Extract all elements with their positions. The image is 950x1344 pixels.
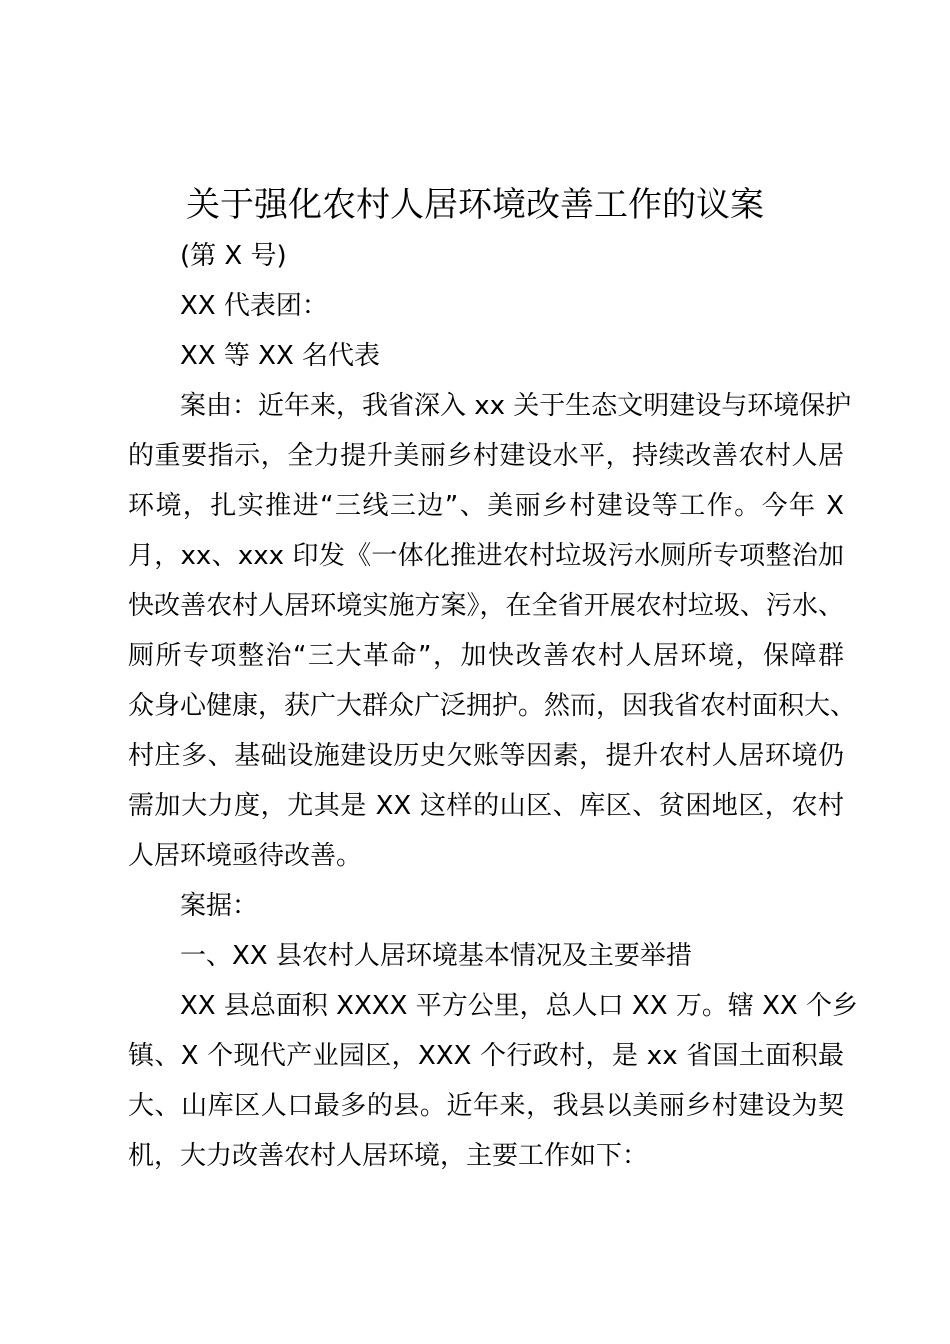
cause-line-9: 需加大力度，尤其是 XX 这样的山区、库区、贫困地区，农村: [128, 791, 844, 821]
cause-line-4: 月，xx、xxx 印发《一体化推进农村垃圾污水厕所专项整治加: [128, 541, 844, 571]
section-line-3: 大、山库区人口最多的县。近年来，我县以美丽乡村建设为契: [128, 1091, 844, 1121]
proposal-number: (第 X 号): [180, 241, 287, 271]
section-line-1: XX 县总面积 XXXX 平方公里，总人口 XX 万。辖 XX 个乡: [180, 991, 858, 1021]
cause-line-8: 村庄多、基础设施建设历史欠账等因素，提升农村人居环境仍: [128, 741, 844, 771]
cause-line-1: 案由：近年来，我省深入 xx 关于生态文明建设与环境保护: [180, 391, 852, 421]
cause-line-10: 人居环境亟待改善。: [128, 841, 363, 871]
cause-line-7: 众身心健康，获广大群众广泛拥护。然而，因我省农村面积大、: [128, 691, 857, 721]
cause-line-5: 快改善农村人居环境实施方案》，在全省开展农村垃圾、污水、: [128, 591, 844, 621]
section-heading: 一、XX 县农村人居环境基本情况及主要举措: [180, 941, 692, 971]
cause-line-2: 的重要指示，全力提升美丽乡村建设水平，持续改善农村人居: [128, 441, 844, 471]
section-line-2: 镇、X 个现代产业园区，XXX 个行政村，是 xx 省国土面积最: [128, 1041, 844, 1071]
proposers-line: XX 等 XX 名代表: [180, 341, 381, 371]
basis-label: 案据：: [180, 891, 259, 921]
document-title: 关于强化农村人居环境改善工作的议案: [186, 185, 764, 225]
delegation-line: XX 代表团：: [180, 291, 328, 321]
cause-line-3: 环境，扎实推进“三线三边”、美丽乡村建设等工作。今年 X: [128, 491, 844, 521]
section-line-4: 机，大力改善农村人居环境，主要工作如下：: [128, 1141, 649, 1171]
cause-line-6: 厕所专项整治“三大革命”，加快改善农村人居环境，保障群: [128, 641, 844, 671]
